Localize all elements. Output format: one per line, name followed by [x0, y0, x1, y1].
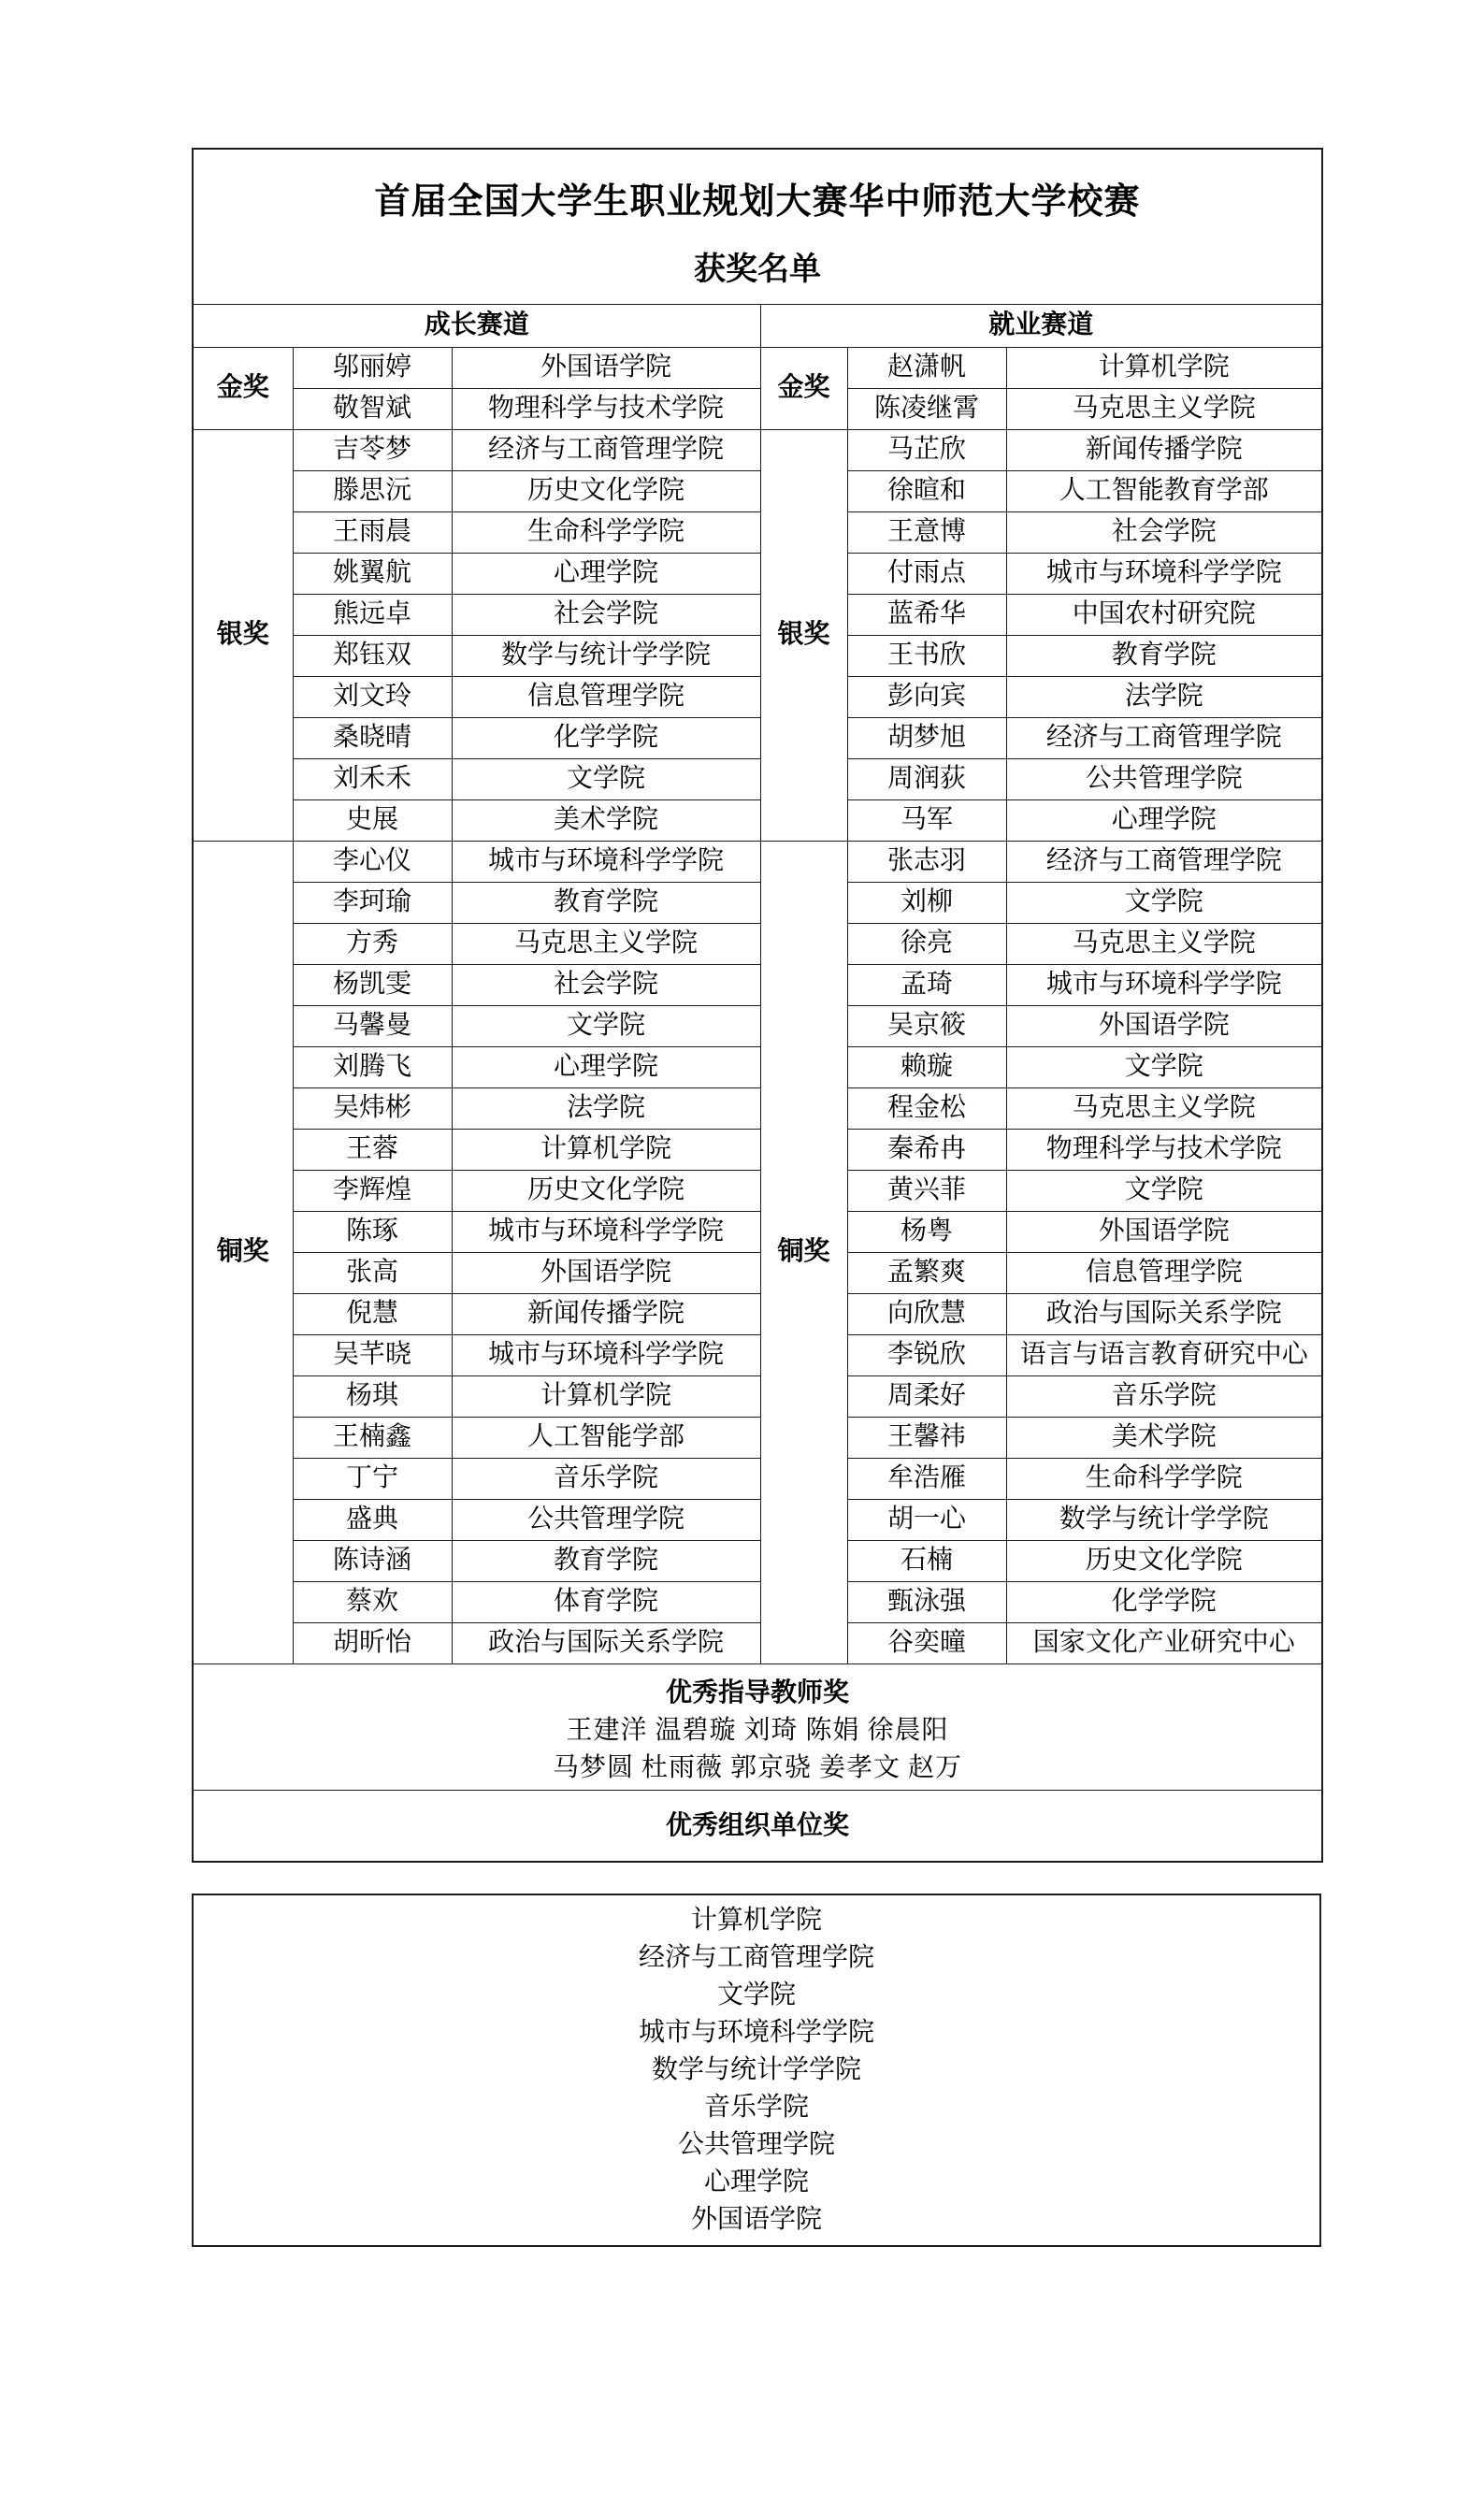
winner-name: 胡一心	[847, 1500, 1006, 1541]
winner-name: 吴芊晓	[293, 1335, 452, 1376]
bronze-row	[193, 1253, 1322, 1294]
silver-row	[193, 512, 1322, 554]
winner-college: 计算机学院	[1006, 348, 1322, 389]
winner-college: 美术学院	[452, 800, 760, 842]
winner-name: 王馨祎	[847, 1418, 1006, 1459]
silver-row	[193, 759, 1322, 800]
winner-name: 马馨曼	[293, 1006, 452, 1047]
winner-college: 社会学院	[452, 595, 760, 636]
winner-college: 外国语学院	[1006, 1006, 1322, 1047]
track-header-row	[193, 305, 1322, 348]
winner-college: 教育学院	[1006, 636, 1322, 677]
silver-label-left: 银奖	[193, 430, 293, 842]
title-cell	[193, 149, 1322, 305]
winner-name: 蔡欢	[293, 1582, 452, 1623]
winner-name: 陈诗涵	[293, 1541, 452, 1582]
teacher-award-cell	[193, 1664, 1322, 1791]
winner-college: 文学院	[452, 759, 760, 800]
winner-name: 吴京筱	[847, 1006, 1006, 1047]
track-header-employment: 就业赛道	[760, 305, 1322, 348]
org-award-title: 优秀组织单位奖	[666, 1810, 850, 1840]
winner-college: 历史文化学院	[1006, 1541, 1322, 1582]
winner-name: 向欣慧	[847, 1294, 1006, 1335]
org-award-row	[193, 1791, 1322, 1863]
silver-row	[193, 636, 1322, 677]
winner-name: 邬丽婷	[293, 348, 452, 389]
bronze-row	[193, 842, 1322, 883]
gold-label-left: 金奖	[193, 348, 293, 430]
bronze-row	[193, 1376, 1322, 1418]
winner-college: 经济与工商管理学院	[452, 430, 760, 471]
winner-name: 孟琦	[847, 965, 1006, 1006]
winner-college: 文学院	[1006, 883, 1322, 924]
winner-name: 王蓉	[293, 1130, 452, 1171]
winner-name: 王意博	[847, 512, 1006, 554]
winner-college: 国家文化产业研究中心	[1006, 1623, 1322, 1664]
teacher-award-title: 优秀指导教师奖	[666, 1678, 850, 1707]
teacher-award-line-1: 王建洋 温碧璇 刘琦 陈娟 徐晨阳	[566, 1716, 949, 1745]
gold-row	[193, 389, 1322, 430]
bronze-row	[193, 1541, 1322, 1582]
winner-college: 历史文化学院	[452, 1171, 760, 1212]
winner-name: 桑晓晴	[293, 718, 452, 759]
winner-college: 人工智能教育学部	[1006, 471, 1322, 512]
winner-name: 滕思沅	[293, 471, 452, 512]
winner-college: 历史文化学院	[452, 471, 760, 512]
winner-name: 姚翼航	[293, 554, 452, 595]
winner-name: 马军	[847, 800, 1006, 842]
winner-name: 付雨点	[847, 554, 1006, 595]
winner-name: 吴炜彬	[293, 1088, 452, 1130]
winner-college: 教育学院	[452, 883, 760, 924]
bronze-row	[193, 1088, 1322, 1130]
winner-name: 丁宁	[293, 1459, 452, 1500]
bronze-row	[193, 1335, 1322, 1376]
org-units-box	[192, 1894, 1321, 2247]
bronze-row	[193, 1500, 1322, 1541]
winner-college: 新闻传播学院	[452, 1294, 760, 1335]
winner-college: 城市与环境科学学院	[1006, 965, 1322, 1006]
bronze-label-left: 铜奖	[193, 842, 293, 1664]
winner-college: 体育学院	[452, 1582, 760, 1623]
winner-name: 胡昕怡	[293, 1623, 452, 1664]
teacher-award-line-2: 马梦圆 杜雨薇 郭京骁 姜孝文 赵万	[553, 1753, 963, 1782]
winner-name: 马芷欣	[847, 430, 1006, 471]
winner-name: 李辉煌	[293, 1171, 452, 1212]
winner-college: 社会学院	[1006, 512, 1322, 554]
winner-college: 马克思主义学院	[1006, 1088, 1322, 1130]
winner-college: 外国语学院	[452, 348, 760, 389]
winner-name: 张高	[293, 1253, 452, 1294]
winner-name: 孟繁爽	[847, 1253, 1006, 1294]
winner-college: 语言与语言教育研究中心	[1006, 1335, 1322, 1376]
winner-name: 李心仪	[293, 842, 452, 883]
awards-table	[192, 148, 1323, 1863]
winner-college: 物理科学与技术学院	[1006, 1130, 1322, 1171]
winner-college: 物理科学与技术学院	[452, 389, 760, 430]
bronze-row	[193, 1006, 1322, 1047]
winner-name: 蓝希华	[847, 595, 1006, 636]
org-unit-item: 外国语学院	[690, 2205, 822, 2234]
winner-college: 数学与统计学学院	[1006, 1500, 1322, 1541]
track-header-growth: 成长赛道	[193, 305, 760, 348]
winner-college: 计算机学院	[452, 1376, 760, 1418]
winner-college: 马克思主义学院	[1006, 389, 1322, 430]
winner-name: 郑钰双	[293, 636, 452, 677]
winner-college: 心理学院	[1006, 800, 1322, 842]
winner-name: 周柔好	[847, 1376, 1006, 1418]
org-unit-item: 计算机学院	[690, 1906, 822, 1935]
winner-college: 化学学院	[452, 718, 760, 759]
winner-name: 刘禾禾	[293, 759, 452, 800]
winner-name: 杨凯雯	[293, 965, 452, 1006]
winner-name: 吉苓梦	[293, 430, 452, 471]
winner-name: 甄泳强	[847, 1582, 1006, 1623]
winner-name: 黄兴菲	[847, 1171, 1006, 1212]
winner-college: 美术学院	[1006, 1418, 1322, 1459]
winner-college: 城市与环境科学学院	[452, 842, 760, 883]
winner-name: 赵潇帆	[847, 348, 1006, 389]
winner-college: 音乐学院	[452, 1459, 760, 1500]
silver-row	[193, 595, 1322, 636]
winner-college: 马克思主义学院	[1006, 924, 1322, 965]
winner-college: 经济与工商管理学院	[1006, 718, 1322, 759]
gold-label-right: 金奖	[760, 348, 847, 430]
silver-label-right: 银奖	[760, 430, 847, 842]
winner-name: 刘腾飞	[293, 1047, 452, 1088]
winner-college: 教育学院	[452, 1541, 760, 1582]
winner-college: 公共管理学院	[1006, 759, 1322, 800]
bronze-row	[193, 1171, 1322, 1212]
winner-college: 马克思主义学院	[452, 924, 760, 965]
winner-college: 城市与环境科学学院	[452, 1212, 760, 1253]
winner-name: 彭向宾	[847, 677, 1006, 718]
silver-row	[193, 471, 1322, 512]
bronze-row	[193, 1212, 1322, 1253]
winner-college: 法学院	[452, 1088, 760, 1130]
document-page	[0, 148, 1484, 2506]
winner-college: 法学院	[1006, 677, 1322, 718]
bronze-label-right: 铜奖	[760, 842, 847, 1664]
bronze-row	[193, 924, 1322, 965]
winner-name: 陈凌继霄	[847, 389, 1006, 430]
winner-college: 城市与环境科学学院	[452, 1335, 760, 1376]
org-unit-item: 数学与统计学学院	[651, 2055, 861, 2084]
gold-row	[193, 348, 1322, 389]
winner-college: 城市与环境科学学院	[1006, 554, 1322, 595]
silver-row	[193, 430, 1322, 471]
bronze-row	[193, 1582, 1322, 1623]
winner-college: 人工智能学部	[452, 1418, 760, 1459]
winner-name: 胡梦旭	[847, 718, 1006, 759]
silver-row	[193, 677, 1322, 718]
winner-college: 外国语学院	[452, 1253, 760, 1294]
winner-name: 方秀	[293, 924, 452, 965]
winner-name: 秦希冉	[847, 1130, 1006, 1171]
winner-college: 心理学院	[452, 554, 760, 595]
silver-row	[193, 800, 1322, 842]
org-award-cell	[193, 1791, 1322, 1863]
winner-name: 张志羽	[847, 842, 1006, 883]
silver-row	[193, 554, 1322, 595]
winner-college: 化学学院	[1006, 1582, 1322, 1623]
winner-college: 数学与统计学学院	[452, 636, 760, 677]
winner-college: 计算机学院	[452, 1130, 760, 1171]
teacher-award-row	[193, 1664, 1322, 1791]
winner-name: 徐暄和	[847, 471, 1006, 512]
org-unit-item: 城市与环境科学学院	[638, 2018, 874, 2047]
winner-name: 倪慧	[293, 1294, 452, 1335]
bronze-row	[193, 1294, 1322, 1335]
winner-name: 王雨晨	[293, 512, 452, 554]
winner-college: 文学院	[1006, 1171, 1322, 1212]
winner-name: 陈琢	[293, 1212, 452, 1253]
winner-name: 王书欣	[847, 636, 1006, 677]
winner-college: 外国语学院	[1006, 1212, 1322, 1253]
winner-name: 熊远卓	[293, 595, 452, 636]
org-unit-item: 公共管理学院	[677, 2130, 835, 2159]
winner-college: 公共管理学院	[452, 1500, 760, 1541]
winner-college: 经济与工商管理学院	[1006, 842, 1322, 883]
winner-college: 心理学院	[452, 1047, 760, 1088]
winner-college: 生命科学学院	[1006, 1459, 1322, 1500]
bronze-row	[193, 1459, 1322, 1500]
winner-college: 生命科学学院	[452, 512, 760, 554]
winner-name: 刘文玲	[293, 677, 452, 718]
silver-row	[193, 718, 1322, 759]
winner-name: 周润荻	[847, 759, 1006, 800]
winner-college: 政治与国际关系学院	[452, 1623, 760, 1664]
winner-name: 敬智斌	[293, 389, 452, 430]
org-unit-item: 心理学院	[703, 2168, 809, 2196]
winner-college: 信息管理学院	[452, 677, 760, 718]
winner-name: 程金松	[847, 1088, 1006, 1130]
winner-college: 信息管理学院	[1006, 1253, 1322, 1294]
org-unit-item: 音乐学院	[703, 2093, 809, 2122]
winner-college: 音乐学院	[1006, 1376, 1322, 1418]
winner-name: 李锐欣	[847, 1335, 1006, 1376]
title-row	[193, 149, 1322, 305]
winner-college: 社会学院	[452, 965, 760, 1006]
winner-college: 文学院	[452, 1006, 760, 1047]
winner-name: 李珂瑜	[293, 883, 452, 924]
winner-college: 政治与国际关系学院	[1006, 1294, 1322, 1335]
winner-name: 石楠	[847, 1541, 1006, 1582]
winner-name: 牟浩雁	[847, 1459, 1006, 1500]
org-unit-item: 文学院	[716, 1980, 796, 2009]
bronze-row	[193, 1130, 1322, 1171]
bronze-row	[193, 1623, 1322, 1664]
awards-table-body	[193, 149, 1322, 1862]
winner-name: 盛典	[293, 1500, 452, 1541]
winner-name: 杨琪	[293, 1376, 452, 1418]
document-title: 首届全国大学生职业规划大赛华中师范大学校赛	[374, 181, 1141, 222]
bronze-row	[193, 1418, 1322, 1459]
winner-name: 赖璇	[847, 1047, 1006, 1088]
winner-name: 徐亮	[847, 924, 1006, 965]
document-subtitle: 获奖名单	[694, 252, 822, 287]
winner-name: 史展	[293, 800, 452, 842]
bronze-row	[193, 883, 1322, 924]
winner-college: 中国农村研究院	[1006, 595, 1322, 636]
winner-name: 谷奕曈	[847, 1623, 1006, 1664]
bronze-row	[193, 965, 1322, 1006]
bronze-row	[193, 1047, 1322, 1088]
winner-name: 王楠鑫	[293, 1418, 452, 1459]
winner-name: 刘柳	[847, 883, 1006, 924]
winner-college: 新闻传播学院	[1006, 430, 1322, 471]
winner-name: 杨粤	[847, 1212, 1006, 1253]
org-unit-item: 经济与工商管理学院	[638, 1943, 874, 1972]
winner-college: 文学院	[1006, 1047, 1322, 1088]
